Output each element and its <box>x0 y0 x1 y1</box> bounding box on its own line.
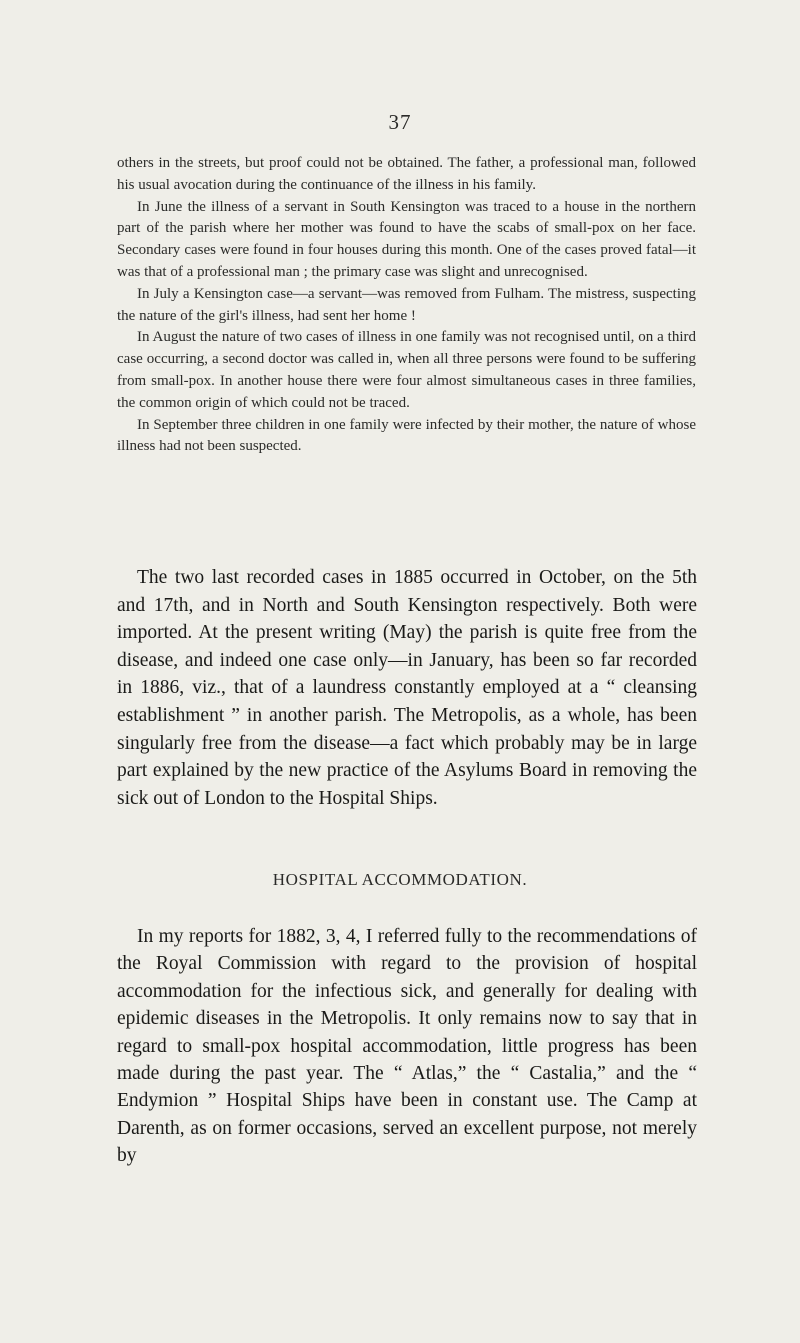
paragraph-august: In August the nature of two cases of illness in one family was not recognised until, on a third case occurring, a second doctor was called in, when all three persons were found to be suffering from small-pox. In another house there were four almost simultaneous cases in three families, the common origin of which could not be traced. <box>117 329 696 411</box>
paragraph-september: In September three children in one family were infected by their mother, the nature of whose illness had not been suspected. <box>117 416 696 455</box>
paragraph-continuation: others in the streets, but proof could not be obtained. The father, a professional man, followed his usual avocation during the continuance of the illness in his family. <box>117 155 696 193</box>
section-heading: HOSPITAL ACCOMMODATION. <box>272 870 528 889</box>
small-print-section <box>117 153 696 458</box>
paragraph-july: In July a Kensington case—a servant—was removed from Fulham. The mistress, suspecting the nature of the girl's illness, had sent her home ! <box>117 285 696 324</box>
page-number: 37 <box>388 110 412 134</box>
main-text-section <box>117 564 697 812</box>
paragraph-hospital-accommodation: In my reports for 1882, 3, 4, I referred fully to the recommendations of the Royal Commission with regard to the provision of hospital accommodation for the infectious sick, and generally for dealing with epidemic diseases in the Metropolis. It only remains now to say that in regard to small-pox hospital accommodation, little progress has been made during the past year. The “ Atlas,” the “ Castalia,” and the “ Endymion ” Hospital Ships have been in constant use. The Camp at Darenth, as on former occasions, served an excellent purpose, not merely by <box>117 926 697 1167</box>
paragraph-june: In June the illness of a servant in South Kensington was traced to a house in the northern part of the parish where her mother was found to have the scabs of small-pox on her face. Secondary cases were found in four houses during this month. One of the cases proved fatal—it was that of a professional man ; the primary case was slight and unrecognised. <box>117 198 696 280</box>
hospital-accommodation-section <box>117 923 697 1170</box>
paragraph-last-recorded-cases: The two last recorded cases in 1885 occurred in October, on the 5th and 17th, and in North and South Kensington respectively. Both were imported. At the present writing (May) the parish is quite free from the disease, and indeed one case only—in January, has been so far recorded in 1886, viz., that of a laundress constantly employed at a “ cleansing establishment ” in another parish. The Metropolis, as a whole, has been singularly free from the disease—a fact which probably may be in large part explained by the new practice of the Asylums Board in removing the sick out of London to the Hospital Ships. <box>117 567 697 809</box>
